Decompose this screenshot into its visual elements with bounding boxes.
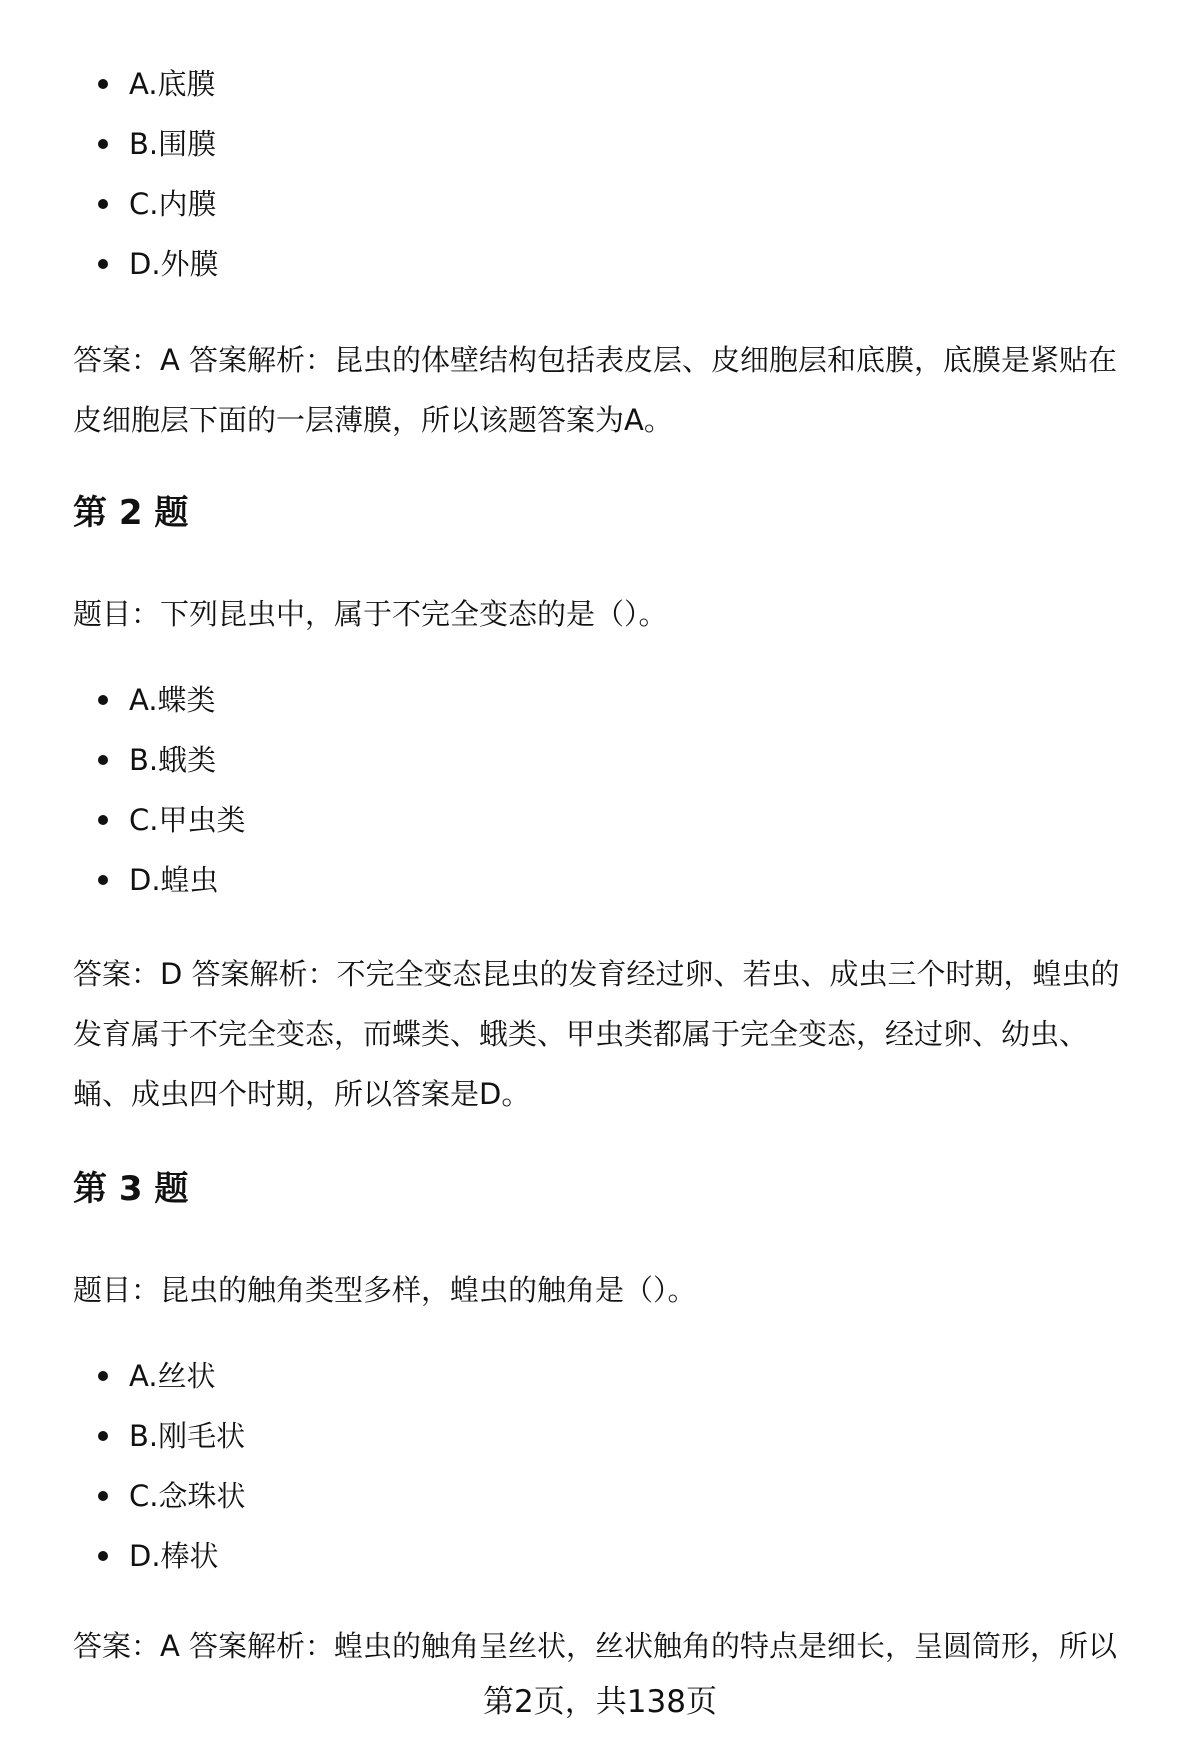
q1-answer (73, 330, 1117, 450)
q2-option-d (73, 858, 245, 918)
q1-option-a (73, 62, 219, 122)
bullet-icon (98, 875, 108, 885)
q1-option-b (73, 122, 219, 182)
option-label: B.围膜 (129, 127, 217, 161)
option-label: D.蝗虫 (129, 863, 219, 897)
q3-heading: 第 3 题 (73, 1169, 189, 1209)
answer-line: 答案：A 答案解析：蝗虫的触角呈丝状，丝状触角的特点是细长，呈圆筒形，所以 (73, 1629, 1118, 1663)
option-label: A.蝶类 (129, 683, 216, 717)
option-label: D.外膜 (129, 247, 219, 281)
q3-options (73, 1354, 245, 1594)
bullet-icon (98, 815, 108, 825)
q2-question: 题目：下列昆虫中，属于不完全变态的是（）。 (73, 597, 668, 631)
option-label: C.内膜 (129, 187, 217, 221)
bullet-icon (98, 1431, 108, 1441)
answer-line: 蛹、成虫四个时期，所以答案是D。 (73, 1077, 531, 1111)
bullet-icon (98, 139, 108, 149)
q2-option-b (73, 738, 245, 798)
answer-line: 答案：A 答案解析：昆虫的体壁结构包括表皮层、皮细胞层和底膜，底膜是紧贴在 (73, 343, 1118, 377)
q1-option-c (73, 182, 219, 242)
bullet-icon (98, 199, 108, 209)
q3-option-a (73, 1354, 245, 1414)
q1-option-d (73, 242, 219, 302)
bullet-icon (98, 1491, 108, 1501)
q3-option-d (73, 1534, 245, 1594)
option-label: A.丝状 (129, 1359, 216, 1393)
bullet-icon (98, 755, 108, 765)
answer-line: 皮细胞层下面的一层薄膜，所以该题答案为A。 (73, 403, 673, 437)
q3-option-b (73, 1414, 245, 1474)
q2-option-c (73, 798, 245, 858)
bullet-icon (98, 695, 108, 705)
q2-option-a (73, 678, 245, 738)
option-label: D.棒状 (129, 1539, 219, 1573)
bullet-icon (98, 1371, 108, 1381)
option-label: A.底膜 (129, 67, 216, 101)
q2-options (73, 678, 245, 918)
page-footer: 第2页，共138页 (483, 1684, 717, 1720)
q2-answer (73, 944, 1120, 1124)
answer-line: 发育属于不完全变态，而蝶类、蛾类、甲虫类都属于完全变态，经过卵、幼虫、 (73, 1017, 1089, 1051)
bullet-icon (98, 79, 108, 89)
option-label: B.蛾类 (129, 743, 217, 777)
answer-line: 答案：D 答案解析：不完全变态昆虫的发育经过卵、若虫、成虫三个时期，蝗虫的 (73, 957, 1120, 991)
q3-answer (73, 1616, 1117, 1676)
option-label: C.甲虫类 (129, 803, 246, 837)
q1-options (73, 62, 219, 302)
option-label: B.刚毛状 (129, 1419, 246, 1453)
bullet-icon (98, 259, 108, 269)
bullet-icon (98, 1551, 108, 1561)
q2-heading: 第 2 题 (73, 493, 189, 533)
q3-question: 题目：昆虫的触角类型多样，蝗虫的触角是（）。 (73, 1273, 697, 1307)
q3-option-c (73, 1474, 245, 1534)
option-label: C.念珠状 (129, 1479, 246, 1513)
